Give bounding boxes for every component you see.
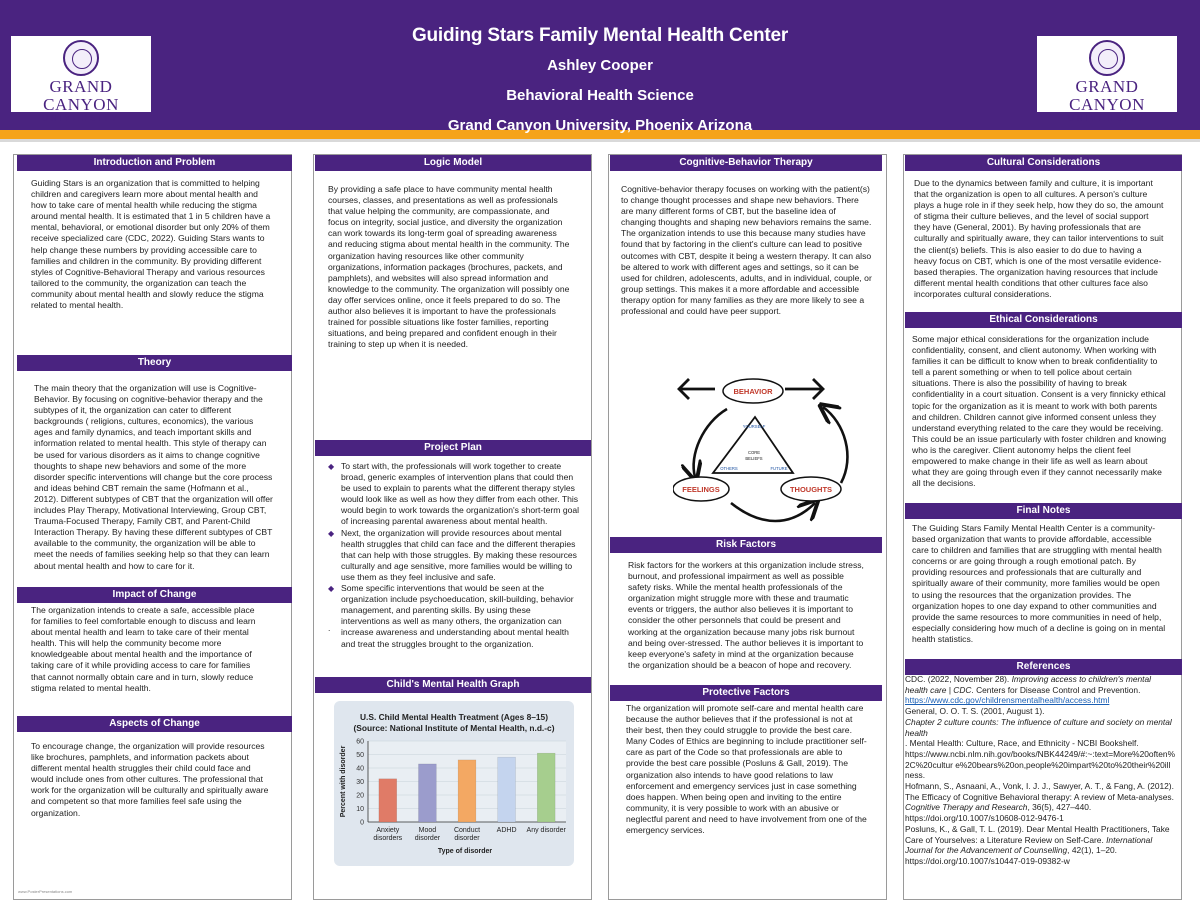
bar-2 xyxy=(458,760,476,822)
x-tick-label: Anxiety xyxy=(376,827,400,834)
impact-text: The organization intends to create a safe, accessible place for families to feel comfortable enough to discuss and learn about mental health and learn to take care of their mental health. This will help the community become more knowledgeable about mental health and the importance of taking care of it while providing access to care for families that cannot normally obtain care and in turn, slowly reduce stigma related to mental health. xyxy=(31,605,256,693)
logic-text: By providing a safe place to have community mental health courses, classes, and presentations as well as professionals that value helping the community, are compassionate, and focus on integrity, social justice, and diversity the organization can work towards its long-term goal of spreading awareness and reducing stigma about mental health in the community. The organization having resources like other community organizations, information packages (brochures, packets, and pamphlets), and websites will also spread information and knowledge to the community. The organization will possibly one day offer services online, once it feels prepared to do so. The author also believes it is important to have the professionals trained for possible situations like foster families, reporting situations, and being prepared and confident enough in their training to step up when it is needed. xyxy=(328,184,570,350)
ref1-text-2: . Centers for Disease Control and Prevention. xyxy=(971,684,1141,695)
section-header-risk: Risk Factors xyxy=(610,537,882,553)
logo-subtext: UNIVERSITY xyxy=(1067,114,1146,123)
university-seal-icon xyxy=(1089,40,1125,76)
y-tick-label: 20 xyxy=(356,792,364,800)
others-label: OTHERS xyxy=(720,466,738,471)
ref3-text: Hofmann, S., Asnaani, A., Vonk, I. J. J., Sawyer, A. T., & Fang, A. (2012). The Efficacy of Cognitive Behavioral therapy: A review of Meta-analyses. xyxy=(905,781,1174,802)
gcu-logo-right xyxy=(1037,36,1177,123)
theory-text: The main theory that the organization will use is Cognitive-Behavior. By focusing on cognitive-behavior therapy and the subtypes of it, the organization can cater to different backgrounds ( religions, cultures, economics), the various ages and family dynamics, and teach important skills and information related to mental health. This style of therapy can be used for various disorders as it aims to change cognitive thoughts to shape new behaviors and some of the more disorder specific interventions will change but the core process and ideas behind CBT remain the same (Hofmann et al., 2012). Different subtypes of CBT that the organization will offer includes Play Therapy, Motivational Interviewing, Group CBT, Trauma-Focused Therapy, Family CBT, and Parent-Child Interaction Therapy. By having these different subtypes of CBT available to the community, the organization will be able to meet the needs of families seeking help so that they can learn about mental health and how to care for it. xyxy=(34,383,273,571)
x-tick-label: disorder xyxy=(414,835,441,842)
section-header-impact: Impact of Change xyxy=(17,587,292,603)
x-tick-label: Mood xyxy=(418,827,437,834)
y-axis-label: Percent with disorder xyxy=(340,745,347,818)
department: Behavioral Health Science xyxy=(506,87,694,104)
x-tick-label: disorders xyxy=(373,835,403,842)
section-header-project: Project Plan xyxy=(315,440,591,456)
references-list xyxy=(905,674,1175,867)
section-header-protective: Protective Factors xyxy=(610,685,882,701)
poster-title: Guiding Stars Family Mental Health Center xyxy=(411,25,789,46)
x-tick-label: ADHD xyxy=(496,827,517,834)
university-seal-icon xyxy=(63,40,99,76)
ref2-text-2: . Mental Health: Culture, Race, and Ethnicity - NCBI Bookshelf. xyxy=(905,738,1139,749)
ref1-italic: Improving access to children's mental health care | CDC xyxy=(905,674,1151,695)
ref4-italic: International Journal for the Advancement of Counselling xyxy=(905,834,1153,856)
x-axis-label: Type of disorder xyxy=(437,848,493,855)
ref2-text: General, O. O. T. S. (2001, August 1). xyxy=(905,706,1045,717)
logo-subtext: UNIVERSITY xyxy=(41,114,120,123)
section-header-graph: Child's Mental Health Graph xyxy=(315,677,591,693)
yourself-label: YOURSELF xyxy=(742,424,766,429)
reference-2 xyxy=(905,706,1175,781)
intro-text: Guiding Stars is an organization that is committed to helping children and caregivers learn more about mental health and how to take care of mental health while reducing the stigma around mental health. It is estimated that 1 in 5 children have a mental, behavioral, or emotional disorder but only 20% of them receive specialized care (CDC, 2022). Guiding Stars wants to help change these numbers by providing accessible care to families and children in the community. By providing different styles of Cognitive-Behavioral Therapy and various resources tailored to the community, the organization can teach the community about mental health and slowly reduce the stigma related to mental health. xyxy=(31,178,271,311)
bar-chart xyxy=(334,701,574,866)
project-bullet-2: ◆ Next, the organization will provide resources about mental health struggles that child can face and the different therapies that can help with those struggles. By making these resources culturally and age sensitive, more families would be willing to use them as they feel inclusive and safe. xyxy=(328,528,580,583)
section-header-theory: Theory xyxy=(17,355,292,371)
project-bullet-3: ◆ Some specific interventions that would be seen at the organization include psychoeducation, skill-building, behavior management, and parenting skills. By using these interventions as well as many others, the organization can increase awareness and understanding about mental health and treat the struggles brought to the organization. xyxy=(328,583,580,650)
bar-0 xyxy=(379,779,397,822)
reference-1 xyxy=(905,674,1175,706)
chart-title: U.S. Child Mental Health Treatment (Ages 8–15) xyxy=(359,712,548,722)
thoughts-label: THOUGHTS xyxy=(789,485,833,494)
gcu-logo-left xyxy=(11,36,151,123)
institution: Grand Canyon University, Phoenix Arizona xyxy=(447,117,753,134)
ref4-text: Posluns, K., & Gall, T. L. (2019). Dear Mental Health Practitioners, Take Care of Yourselves: a Literature Review on Self-Care. xyxy=(905,823,1170,845)
aspects-text: To encourage change, the organization will provide resources like brochures, pamphlets, and information packets about different mental health struggles their child could face and would include ones from other cultures. The professional that work for the organization will be culturally and spiritually aware and competent so that more families feel safe using the organization. xyxy=(31,741,269,818)
author-name: Ashley Cooper xyxy=(547,57,653,74)
project-bullet-1: ◆ To start with, the professionals will work together to create broad, generic examples of intervention plans that could then be used to explain to parents what the different therapy styles would look like as well as how they differ from each other. This would begin to work towards the organization's short-term goal of increasing parental awareness about mental health. xyxy=(328,461,580,528)
section-header-cultural: Cultural Considerations xyxy=(905,155,1182,171)
footer-credit: www.PosterPresentations.com xyxy=(18,889,73,894)
cbt-triangle-diagram xyxy=(673,365,873,530)
bar-3 xyxy=(498,757,516,822)
section-header-final: Final Notes xyxy=(905,503,1182,519)
cbt-text: Cognitive-behavior therapy focuses on working with the patient(s) to change thought processes and shape new behaviors. There are many different forms of CBT, but the baseline idea of changing thoughts and shaping new behaviors remains the same. The organization intends to use this because many studies have found that by factoring in the client's culture can lead to positive outcomes with CBT, despite it being a western therapy. It can also be altered to work with different ages and settings, so it can be used for children, adolescents, adults, and in individual, couple, or group settings. This makes it a more affordable and accessible therapy option for many families as they are more likely to see a professional and could have peer support. xyxy=(621,184,872,317)
y-tick-label: 10 xyxy=(356,806,364,813)
x-tick-label: Any disorder xyxy=(526,827,566,834)
project-plan xyxy=(328,461,580,650)
stray-dot: . xyxy=(328,623,331,633)
logo-text: GRAND CANYON xyxy=(43,77,119,114)
section-header-references: References xyxy=(905,659,1182,675)
section-header-aspects: Aspects of Change xyxy=(17,716,292,732)
ref4-text-2: , 42(1), 1–20. https://doi.org/10.1007/s10447-019-09382-w xyxy=(905,845,1117,866)
chart-subtitle: (Source: National Institute of Mental Health, n.d.-c) xyxy=(353,722,555,733)
core-label-2: BELIEFS xyxy=(745,456,763,461)
ref3-italic: Cognitive Therapy and Research xyxy=(905,802,1028,813)
ref1-link[interactable]: https://www.cdc.gov/childrensmentalhealth/access.html xyxy=(905,695,1110,706)
behavior-label: BEHAVIOR xyxy=(733,387,773,396)
section-header-ethical: Ethical Considerations xyxy=(905,312,1182,328)
x-tick-label: disorder xyxy=(454,835,480,842)
title-block xyxy=(250,22,950,141)
y-tick-label: 40 xyxy=(356,765,364,773)
feelings-label: FEELINGS xyxy=(682,485,720,494)
core-label-1: CORE xyxy=(747,450,761,455)
ref2-italic: Chapter 2 culture counts: The influence of culture and society on mental health xyxy=(905,716,1172,738)
y-tick-label: 0 xyxy=(360,819,364,827)
y-tick-label: 60 xyxy=(356,738,364,746)
y-tick-label: 50 xyxy=(356,752,364,759)
future-label: FUTURE xyxy=(770,466,788,471)
final-notes-text: The Guiding Stars Family Mental Health Center is a community-based organization that wants to provide affordable, accessible care to children and families that are struggling with mental health concerns or are going through a rough emotional patch. By providing resources and professionals that are culturally and spiritually aware of their community, more families would be open to using the resources that the organization provides. The organization hopes to one day expand to other communities and provide the same resources to more communities in need of help, especially considering how much of a decline is going on in mental health statistics. xyxy=(912,523,1166,644)
ref1-text: CDC. (2022, November 28). xyxy=(905,674,1012,684)
ref2-url: https://www.ncbi.nlm.nih.gov/books/NBK44249/#:~:text=More%20often%2C%20cultur e%20bears%20on,people%20impart%20to%20their%20illness. xyxy=(905,748,1176,781)
logo-text: GRAND CANYON xyxy=(1069,77,1145,114)
ethical-text: Some major ethical considerations for the organization include confidentiality, consent, and client autonomy. When working with families it can be difficult to know when to break confidentiality to tell a parent something or when to tell police about certain situations. There is also the possibility of having to break confidentiality in a court situation. Consent is a very finnicky ethical topic for the organization as it is meant to work with both parents and children. Children cannot give informed consent unless they understand everything related to the care they would be receiving. This could be an issue particularly with foster children and knowing who is the caregiver. Client autonomy helps the client feel empowered to make change in their life as well as learn about what they are going through even if they cannot necessarily make all the decisions. xyxy=(912,334,1167,489)
protective-text: The organization will promote self-care and mental health care because the author believes that if the professional is not at their best, then they could struggle to provide the best care. Many Codes of Ethics are beginning to include practitioner self-care as part of the Code so that professionals are able to provide the best care possible (Posluns & Gall, 2019). The organization also intends to have good relations to law enforcement and emergency services just in case something does happen. When being open and inviting to the entire community, it is very possible to work with an abusive or neglectful parent and need to have involvement from one of the emergency services. xyxy=(626,703,867,836)
y-tick-label: 30 xyxy=(356,779,364,786)
section-header-cbt: Cognitive-Behavior Therapy xyxy=(610,155,882,171)
section-header-intro: Introduction and Problem xyxy=(17,155,292,171)
bar-4 xyxy=(537,753,555,822)
risk-text: Risk factors for the workers at this organization include stress, burnout, and professional impairment as well as possible safety risks. While the mental health professionals of the organization might struggle more with these and traumatic events or triggers, the author also believes it is important to consider the other personnels that could be present and working at the organization because many jobs risk burnout and being over-stressed. The author believes it is important to keep everyone's safety in mind at the organization because the organization should be a beacon of hope and recovery. xyxy=(628,560,864,670)
section-header-logic: Logic Model xyxy=(315,155,591,171)
ref3-text-2: , 36(5), 427–440. https://doi.org/10.1007/s10608-012-9476-1 xyxy=(905,802,1092,824)
cultural-text: Due to the dynamics between family and culture, it is important that the organization is open to all cultures. A person's culture plays a huge role in if they seek help, how they do so, the amount of stigma their culture believes, and the level of social support they have (General, 2001). By having professionals that are culturally and spiritually aware, they can tailor interventions to suit the client(s) beliefs. This is also easier to do due to having a heavy focus on CBT, which is one of the most versatile evidence-based therapies. The organization having resources that include different mental health conditions that other cultures face also incorporates cultural considerations. xyxy=(914,178,1164,299)
reference-4 xyxy=(905,824,1175,867)
bar-1 xyxy=(418,764,436,822)
x-tick-label: Conduct xyxy=(453,827,481,834)
reference-3 xyxy=(905,781,1175,824)
